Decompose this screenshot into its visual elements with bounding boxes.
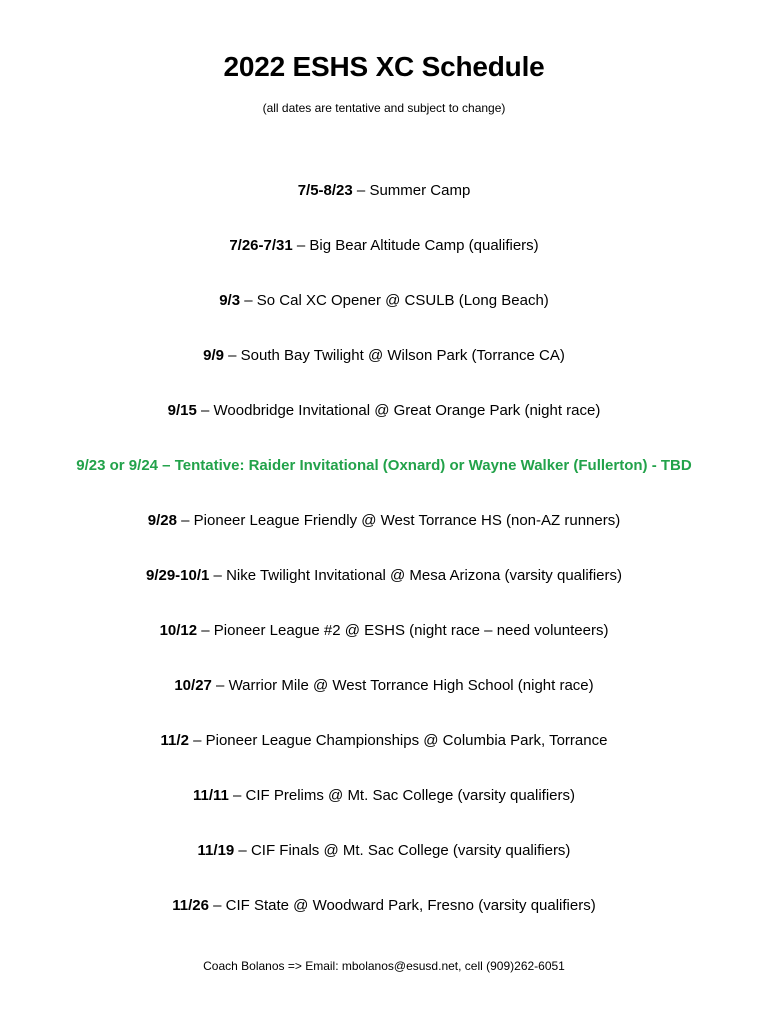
schedule-item xyxy=(0,783,768,838)
event-separator: – xyxy=(352,182,370,199)
event-separator: – xyxy=(196,402,214,419)
event-date: 7/5-8/23 xyxy=(297,182,353,199)
schedule-list xyxy=(0,178,768,948)
event-description: Nike Twilight Invitational @ Mesa Arizona (varsity qualifiers) xyxy=(226,567,622,584)
schedule-item xyxy=(0,563,768,618)
event-date: 10/27 xyxy=(174,677,212,694)
schedule-item xyxy=(0,893,768,948)
event-separator: – xyxy=(176,512,194,529)
event-date: 11/26 xyxy=(172,897,209,914)
event-description: So Cal XC Opener @ CSULB (Long Beach) xyxy=(256,292,549,309)
schedule-item xyxy=(0,178,768,233)
event-date: 10/12 xyxy=(159,622,198,639)
schedule-item xyxy=(0,728,768,783)
schedule-item xyxy=(0,288,768,343)
event-date: 9/23 or 9/24 xyxy=(76,457,159,474)
event-separator: – xyxy=(240,292,257,309)
event-date: 9/3 xyxy=(219,292,241,309)
event-date: 7/26-7/31 xyxy=(229,237,293,254)
event-separator: – xyxy=(197,622,214,639)
event-separator: – xyxy=(158,457,175,474)
event-date: 9/15 xyxy=(167,402,197,419)
event-separator: – xyxy=(234,842,251,859)
event-date: 11/2 xyxy=(160,732,189,749)
event-separator: – xyxy=(228,787,246,804)
event-date: 9/28 xyxy=(147,512,177,529)
event-description: CIF Finals @ Mt. Sac College (varsity qualifiers) xyxy=(250,842,571,859)
event-separator: – xyxy=(209,567,227,584)
schedule-item xyxy=(0,618,768,673)
event-description: Tentative: Raider Invitational (Oxnard) or Wayne Walker (Fullerton) - TBD xyxy=(174,457,692,474)
schedule-item xyxy=(0,233,768,288)
event-description: Summer Camp xyxy=(369,182,471,199)
schedule-item-tentative xyxy=(0,453,768,508)
event-description: Pioneer League #2 @ ESHS (night race – need volunteers) xyxy=(213,622,609,639)
event-separator: – xyxy=(292,237,310,254)
event-date: 9/29-10/1 xyxy=(145,567,210,584)
event-description: Woodbridge Invitational @ Great Orange Park (night race) xyxy=(213,402,601,419)
event-description: Pioneer League Friendly @ West Torrance HS (non-AZ runners) xyxy=(193,512,621,529)
event-separator: – xyxy=(223,347,241,364)
event-date: 11/11 xyxy=(192,787,229,804)
schedule-item xyxy=(0,343,768,398)
event-description: CIF State @ Woodward Park, Fresno (varsity qualifiers) xyxy=(225,897,596,914)
event-description: Big Bear Altitude Camp (qualifiers) xyxy=(309,237,539,254)
event-description: South Bay Twilight @ Wilson Park (Torrance CA) xyxy=(240,347,565,364)
schedule-item xyxy=(0,508,768,563)
schedule-item xyxy=(0,673,768,728)
event-separator: – xyxy=(208,897,226,914)
event-date: 9/9 xyxy=(203,347,224,364)
event-description: CIF Prelims @ Mt. Sac College (varsity qualifiers) xyxy=(245,787,576,804)
event-separator: – xyxy=(211,677,229,694)
event-description: Warrior Mile @ West Torrance High School (night race) xyxy=(228,677,594,694)
schedule-item xyxy=(0,398,768,453)
coach-contact: Coach Bolanos => Email: mbolanos@esusd.net, cell (909)262-6051 xyxy=(203,959,565,973)
page-subtitle: (all dates are tentative and subject to change) xyxy=(262,101,506,115)
event-separator: – xyxy=(188,732,206,749)
event-description: Pioneer League Championships @ Columbia Park, Torrance xyxy=(205,732,608,749)
schedule-item xyxy=(0,838,768,893)
event-date: 11/19 xyxy=(197,842,235,859)
page-title: 2022 ESHS XC Schedule xyxy=(223,51,545,82)
